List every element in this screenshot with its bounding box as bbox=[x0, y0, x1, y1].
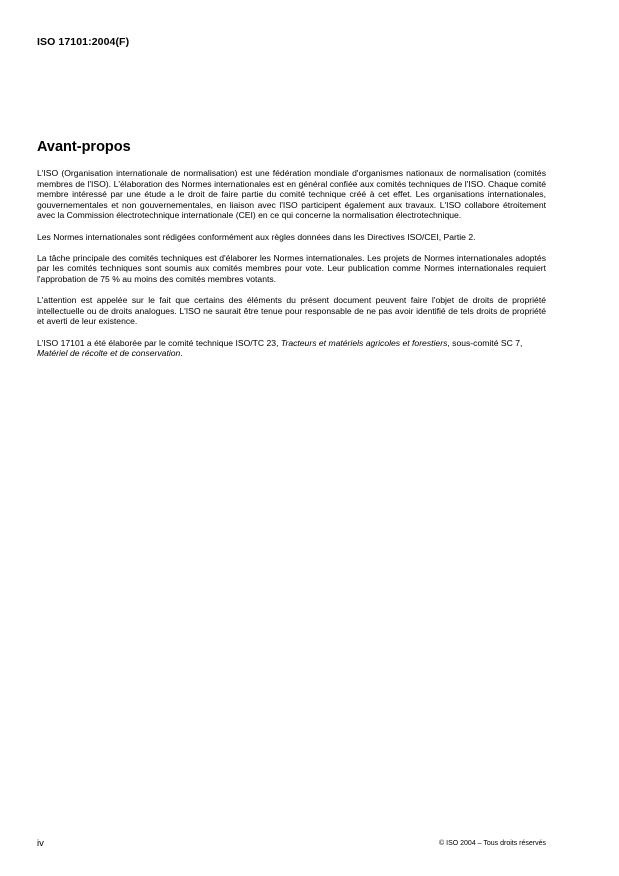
subcommittee-name: Matériel de récolte et de conservation bbox=[37, 348, 181, 359]
prepared-by-text-2: , sous-comité SC 7, bbox=[447, 337, 523, 348]
paragraph-technical-committees: La tâche principale des comités techniques est d'élaborer les Normes internationales. Les projets de Normes internationales adoptés par les comités techniques sont soumis aux comités membres pour vote. Leur publication comme Normes internationales requiert l'approbation de 75 % au moins des comités membres votants. bbox=[37, 252, 546, 284]
copyright-notice: © ISO 2004 – Tous droits réservés bbox=[439, 840, 546, 847]
document-identifier: ISO 17101:2004(F) bbox=[37, 36, 130, 48]
paragraph-prepared-by bbox=[37, 338, 546, 359]
paragraph-iso-organisation: L'ISO (Organisation internationale de normalisation) est une fédération mondiale d'organismes nationaux de normalisation (comités membres de l'ISO). L'élaboration des Normes internationales est en général confiée aux comités techniques de l'ISO. Chaque comité membre intéressé par une étude a le droit de faire partie du comité technique créé à cet effet. Les organisations internationales, gouvernementales et non gouvernementales, en liaison avec l'ISO participent également aux travaux. L'ISO collabore étroitement avec la Commission électrotechnique internationale (CEI) en ce qui concerne la normalisation électrotechnique. bbox=[37, 168, 546, 221]
prepared-by-text-3: . bbox=[180, 348, 183, 359]
foreword-body bbox=[37, 168, 546, 369]
committee-name: Tracteurs et matériels agricoles et forestiers bbox=[280, 337, 448, 348]
prepared-by-text-1: L'ISO 17101 a été élaborée par le comité technique ISO/TC 23, bbox=[37, 337, 281, 348]
paragraph-patent-rights: L'attention est appelée sur le fait que certains des éléments du présent document peuvent faire l'objet de droits de propriété intellectuelle ou de droits analogues. L'ISO ne saurait être tenue pour responsable de ne pas avoir identifié de tels droits de propriété et averti de leur existence. bbox=[37, 295, 546, 327]
section-title: Avant-propos bbox=[37, 139, 131, 155]
paragraph-directives: Les Normes internationales sont rédigées conformément aux règles données dans les Directives ISO/CEI, Partie 2. bbox=[37, 231, 476, 242]
page-number: iv bbox=[37, 838, 44, 849]
